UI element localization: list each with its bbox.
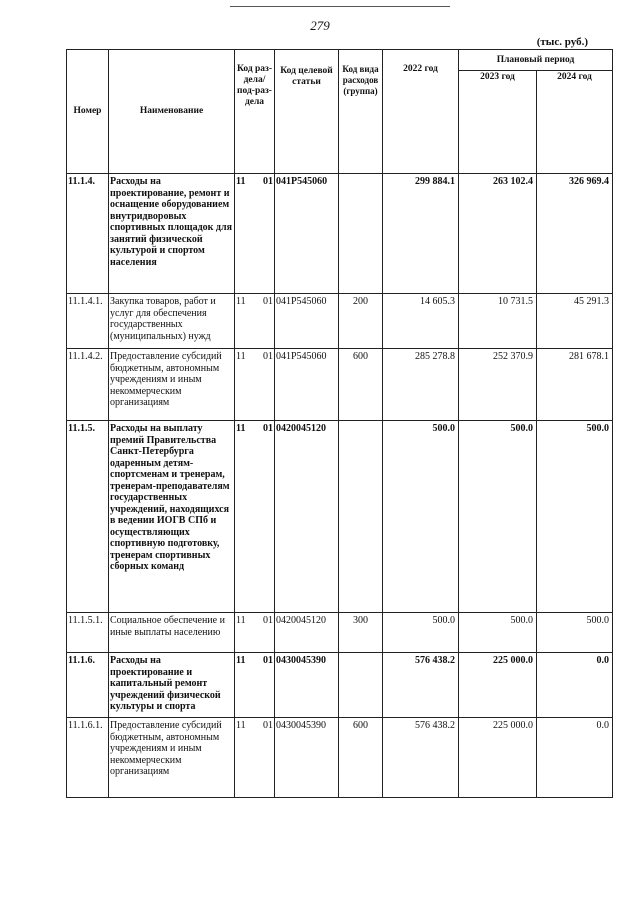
row-2023: 10 731.5 [459, 294, 537, 349]
row-vid: 600 [339, 718, 383, 798]
header-razdel: Код раз-дела/ под-раз-дела [235, 50, 275, 174]
row-razdel-code: 11 [236, 720, 246, 731]
row-name: Расходы на проектирование и капитальный ремонт учреждений физической культуры и спорта [109, 653, 235, 718]
header-celevaya: Код целевой статьи [275, 50, 339, 174]
row-razdel-code: 11 [236, 351, 246, 362]
row-podrazdel-code: 01 [263, 423, 273, 434]
units-label: (тыс. руб.) [536, 36, 588, 48]
row-2022: 285 278.8 [383, 349, 459, 421]
row-2022: 299 884.1 [383, 174, 459, 294]
row-celevaya: 0430045390 [275, 718, 339, 798]
row-podrazdel-code: 01 [263, 296, 273, 307]
row-razdel [235, 653, 275, 718]
header-2023: 2023 год [459, 71, 537, 174]
row-razdel-code: 11 [236, 615, 246, 626]
row-2024: 45 291.3 [537, 294, 613, 349]
row-vid [339, 421, 383, 613]
row-number: 11.1.4.1. [67, 294, 109, 349]
row-2023: 500.0 [459, 613, 537, 653]
budget-table [66, 49, 613, 798]
page-number: 279 [310, 18, 330, 33]
table-row [67, 613, 613, 653]
row-2024: 326 969.4 [537, 174, 613, 294]
row-2023: 225 000.0 [459, 718, 537, 798]
row-number: 11.1.5.1. [67, 613, 109, 653]
header-nomer: Номер [67, 50, 109, 174]
row-number: 11.1.6. [67, 653, 109, 718]
row-vid: 200 [339, 294, 383, 349]
row-celevaya: 0420045120 [275, 613, 339, 653]
header-2024: 2024 год [537, 71, 613, 174]
row-2022: 576 438.2 [383, 653, 459, 718]
row-razdel [235, 294, 275, 349]
row-name: Предоставление субсидий бюджетным, автономным учреждениям и иным некоммерческим организациям [109, 349, 235, 421]
row-vid: 600 [339, 349, 383, 421]
row-razdel-code: 11 [236, 296, 246, 307]
row-number: 11.1.5. [67, 421, 109, 613]
row-vid: 300 [339, 613, 383, 653]
row-2023: 500.0 [459, 421, 537, 613]
row-razdel [235, 613, 275, 653]
row-celevaya: 0420045120 [275, 421, 339, 613]
header-2022: 2022 год [383, 50, 459, 174]
top-rule [230, 6, 450, 7]
row-celevaya: 041Р545060 [275, 174, 339, 294]
row-2024: 0.0 [537, 718, 613, 798]
row-name: Расходы на проектирование, ремонт и оснащение оборудованием внутридворовых спортивных площадок для занятий физической культурой и спортом населения [109, 174, 235, 294]
row-podrazdel-code: 01 [263, 720, 273, 731]
row-name: Предоставление субсидий бюджетным, автономным учреждениям и иным некоммерческим организациям [109, 718, 235, 798]
table-row [67, 653, 613, 718]
row-celevaya: 0430045390 [275, 653, 339, 718]
row-podrazdel-code: 01 [263, 176, 273, 187]
row-podrazdel-code: 01 [263, 351, 273, 362]
row-2022: 576 438.2 [383, 718, 459, 798]
row-razdel [235, 349, 275, 421]
header-plan-period: Плановый период [459, 50, 613, 71]
row-number: 11.1.6.1. [67, 718, 109, 798]
row-2023: 263 102.4 [459, 174, 537, 294]
row-number: 11.1.4. [67, 174, 109, 294]
row-2024: 500.0 [537, 421, 613, 613]
table-row [67, 294, 613, 349]
row-razdel [235, 174, 275, 294]
row-razdel [235, 718, 275, 798]
row-razdel-code: 11 [236, 655, 246, 666]
table-row [67, 349, 613, 421]
row-razdel-code: 11 [236, 176, 246, 187]
row-podrazdel-code: 01 [263, 615, 273, 626]
row-2022: 500.0 [383, 613, 459, 653]
row-razdel-code: 11 [236, 423, 246, 434]
row-name: Расходы на выплату премий Правительства Санкт-Петербурга одаренным детям-спортсменам и тренерам, тренерам-преподавателям государственных учреждений, находящихся в ведении ИОГВ СПб и осуществляющих спортивную подготовку, тренерам спортивных сборных команд [109, 421, 235, 613]
row-celevaya: 041Р545060 [275, 294, 339, 349]
row-2022: 500.0 [383, 421, 459, 613]
row-name: Социальное обеспечение и иные выплаты населению [109, 613, 235, 653]
table-row [67, 718, 613, 798]
table-row [67, 174, 613, 294]
row-celevaya: 041Р545060 [275, 349, 339, 421]
header-naimenovanie: Наименование [109, 50, 235, 174]
header-vid: Код вида расходов (группа) [339, 50, 383, 174]
row-2023: 225 000.0 [459, 653, 537, 718]
row-razdel [235, 421, 275, 613]
table-row [67, 421, 613, 613]
row-name: Закупка товаров, работ и услуг для обеспечения государственных (муниципальных) нужд [109, 294, 235, 349]
row-number: 11.1.4.2. [67, 349, 109, 421]
row-2024: 281 678.1 [537, 349, 613, 421]
row-vid [339, 653, 383, 718]
row-2023: 252 370.9 [459, 349, 537, 421]
row-podrazdel-code: 01 [263, 655, 273, 666]
row-2024: 0.0 [537, 653, 613, 718]
row-2024: 500.0 [537, 613, 613, 653]
row-vid [339, 174, 383, 294]
row-2022: 14 605.3 [383, 294, 459, 349]
